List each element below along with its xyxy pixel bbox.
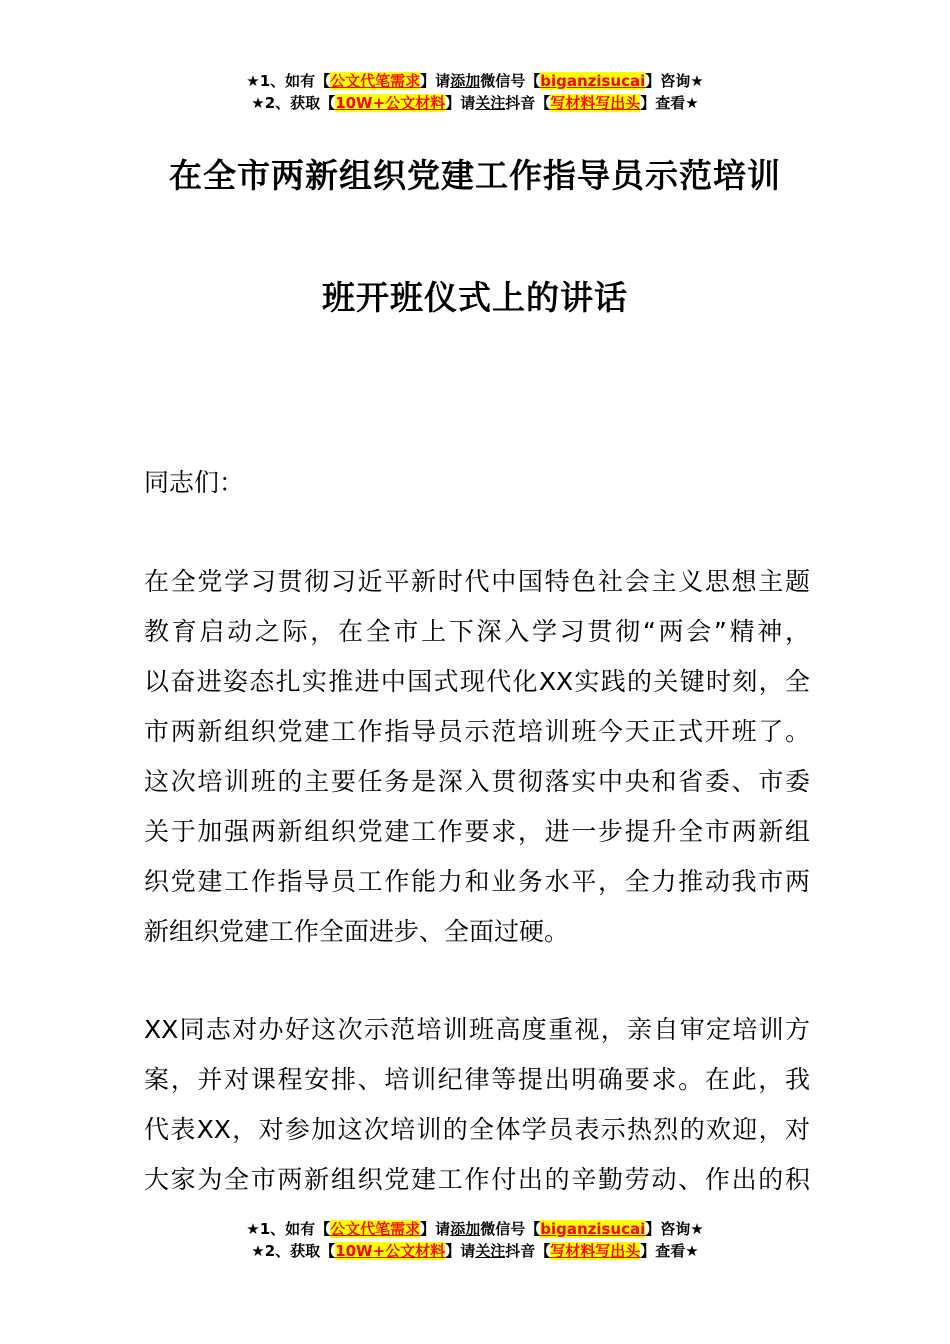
- banner-text: 】查看★: [640, 94, 699, 112]
- header-banner-line-1: [0, 70, 950, 92]
- banner-text: 微信号【: [480, 72, 541, 90]
- banner-text: 】请: [420, 1220, 451, 1238]
- banner-underlined-text: 添加: [450, 1220, 481, 1238]
- banner-underlined-text: 添加: [450, 72, 481, 90]
- banner-highlight: 10W+公文材料: [335, 94, 446, 112]
- footer-banner-line-1: [0, 1218, 950, 1240]
- paragraph-line: 以奋进姿态扎实推进中国式现代化XX实践的关键时刻，全: [144, 667, 810, 696]
- paragraph-line: 代表XX，对参加这次培训的全体学员表示热烈的欢迎，对: [144, 1115, 810, 1144]
- paragraph-line: 新组织党建工作全面进步、全面过硬。: [144, 917, 570, 946]
- paragraph-1: [144, 557, 810, 957]
- header-banner: [0, 70, 950, 114]
- banner-text: 】请: [445, 1242, 476, 1260]
- paragraph-line: 关于加强两新组织党建工作要求，进一步提升全市两新组: [144, 817, 810, 846]
- banner-wechat-id[interactable]: biganzisucai: [540, 72, 646, 90]
- banner-text: 微信号【: [480, 1220, 541, 1238]
- banner-douyin-account[interactable]: 写材料写出头: [550, 94, 641, 112]
- header-banner-line-2: [0, 92, 950, 114]
- banner-underlined-text: 关注: [475, 1242, 506, 1260]
- banner-text: 】请: [420, 72, 451, 90]
- footer-banner-line-2: [0, 1240, 950, 1262]
- banner-wechat-id[interactable]: biganzisucai: [540, 1220, 646, 1238]
- paragraph-line: 织党建工作指导员工作能力和业务水平，全力推动我市两: [144, 867, 810, 896]
- paragraph-line: 市两新组织党建工作指导员示范培训班今天正式开班了。: [144, 717, 810, 746]
- paragraph-line: 大家为全市两新组织党建工作付出的辛勤劳动、作出的积: [144, 1165, 810, 1194]
- banner-text: ★1、如有【: [246, 1220, 331, 1238]
- banner-highlight: 10W+公文材料: [335, 1242, 446, 1260]
- banner-text: 】咨询★: [645, 1220, 704, 1238]
- banner-text: ★2、获取【: [251, 94, 336, 112]
- banner-highlight: 公文代笔需求: [330, 72, 421, 90]
- banner-text: 抖音【: [505, 1242, 551, 1260]
- banner-text: 抖音【: [505, 94, 551, 112]
- footer-banner: [0, 1218, 950, 1262]
- paragraph-line: XX同志对办好这次示范培训班高度重视，亲自审定培训方: [144, 1015, 810, 1044]
- paragraph-line: 教育启动之际，在全市上下深入学习贯彻“两会”精神，: [144, 617, 810, 646]
- banner-douyin-account[interactable]: 写材料写出头: [550, 1242, 641, 1260]
- banner-text: 】请: [445, 94, 476, 112]
- banner-text: ★1、如有【: [246, 72, 331, 90]
- paragraph-line: 这次培训班的主要任务是深入贯彻落实中央和省委、市委: [144, 767, 810, 796]
- salutation: 同志们：: [144, 468, 245, 497]
- document-title-line-2: 班开班仪式上的讲话: [322, 278, 628, 317]
- paragraph-line: 在全党学习贯彻习近平新时代中国特色社会主义思想主题: [144, 567, 810, 596]
- banner-text: 】咨询★: [645, 72, 704, 90]
- document-title-line-1: 在全市两新组织党建工作指导员示范培训: [169, 156, 781, 195]
- banner-text: ★2、获取【: [251, 1242, 336, 1260]
- banner-text: 】查看★: [640, 1242, 699, 1260]
- paragraph-2: [144, 1005, 810, 1205]
- banner-highlight: 公文代笔需求: [330, 1220, 421, 1238]
- banner-underlined-text: 关注: [475, 94, 506, 112]
- paragraph-line: 案，并对课程安排、培训纪律等提出明确要求。在此，我: [144, 1065, 810, 1094]
